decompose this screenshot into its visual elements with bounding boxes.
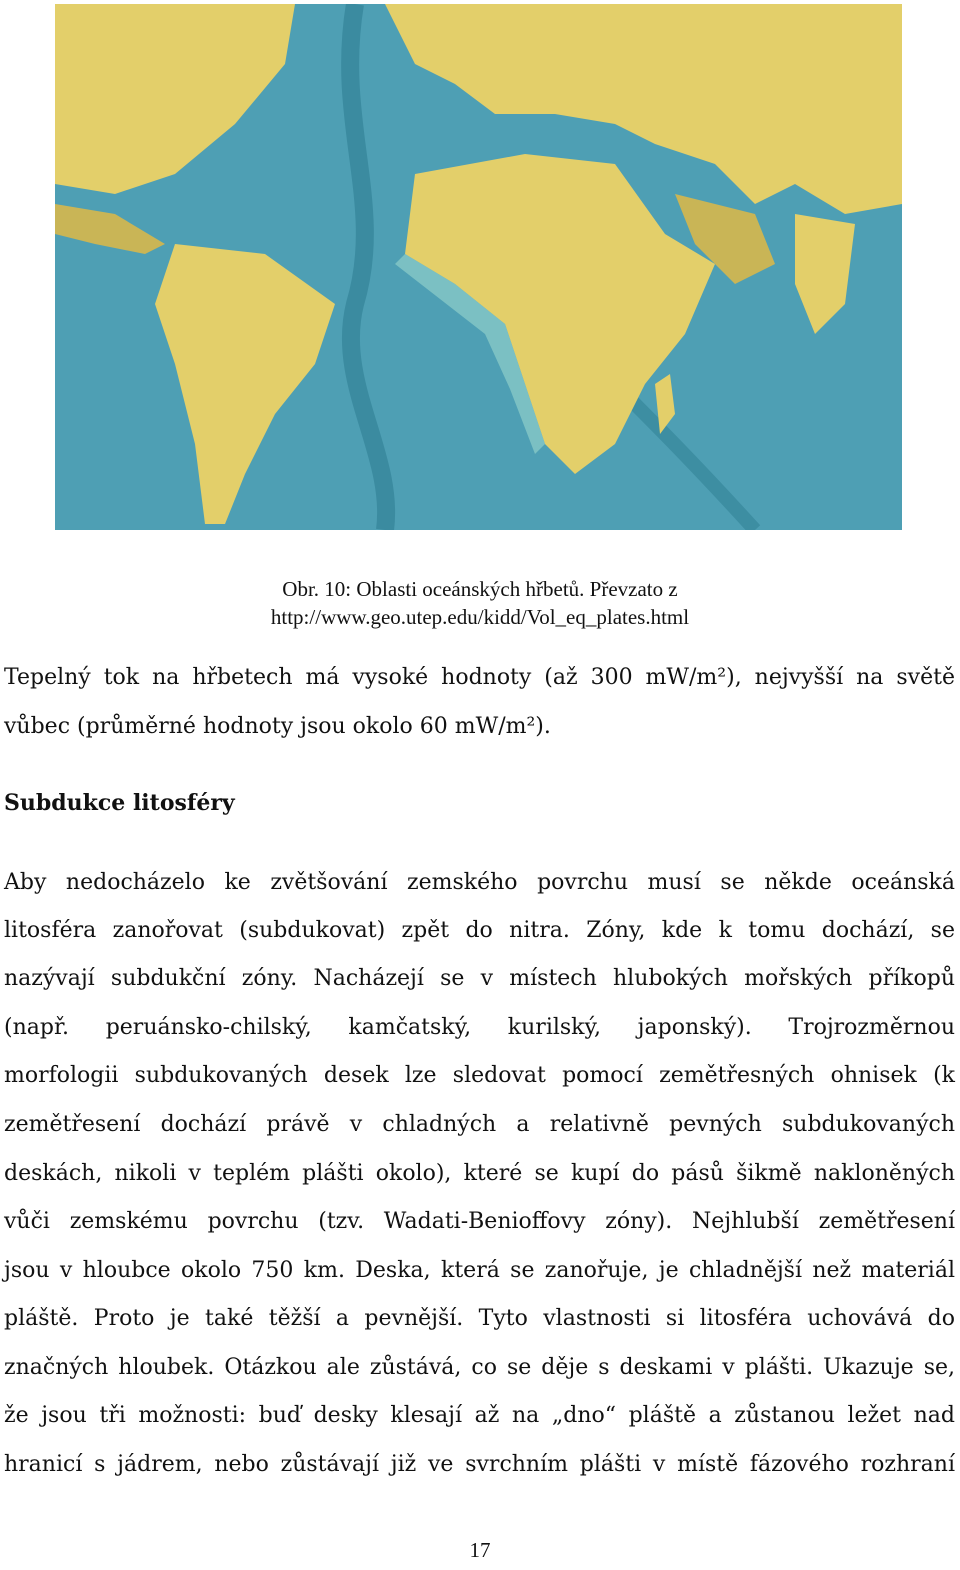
- paragraph-line: morfologii subdukovaných desek lze sledovat pomocí zemětřesných ohnisek (k: [4, 1063, 955, 1088]
- paragraph-line: značných hloubek. Otázkou ale zůstává, co se děje s deskami v plášti. Ukazuje se,: [4, 1355, 955, 1380]
- paragraph-line: zemětřesení dochází právě v chladných a relativně pevných subdukovaných: [4, 1112, 955, 1137]
- paragraph-line: vůbec (průměrné hodnoty jsou okolo 60 mW/m²).: [4, 714, 551, 739]
- paragraph-line: litosféra zanořovat (subdukovat) zpět do nitra. Zóny, kde k tomu dochází, se: [4, 918, 955, 943]
- section-heading: Subdukce litosféry: [4, 790, 235, 816]
- paragraph-line: Aby nedocházelo ke zvětšování zemského povrchu musí se někde oceánská: [4, 870, 955, 895]
- paragraph-line: nazývají subdukční zóny. Nacházejí se v místech hlubokých mořských příkopů: [4, 966, 955, 991]
- paragraph-line: vůči zemskému povrchu (tzv. Wadati-Benioffovy zóny). Nejhlubší zemětřesení: [4, 1209, 955, 1234]
- paragraph-line: pláště. Proto je také těžší a pevnější. Tyto vlastnosti si litosféra uchovává do: [4, 1306, 955, 1331]
- paragraph-line: že jsou tři možnosti: buď desky klesají až na „dno“ pláště a zůstanou ležet nad: [4, 1403, 955, 1428]
- paragraph-line: Tepelný tok na hřbetech má vysoké hodnoty (až 300 mW/m²), nejvyšší na světě: [4, 665, 955, 690]
- ocean-floor-map: [55, 4, 902, 530]
- page-number: 17: [469, 1538, 491, 1562]
- paragraph-line: deskách, nikoli v teplém plášti okolo), které se kupí do pásů šikmě nakloněných: [4, 1161, 955, 1186]
- figure-caption-url: http://www.geo.utep.edu/kidd/Vol_eq_plates.html: [270, 605, 690, 629]
- map-illustration: [55, 4, 902, 530]
- figure-caption-line: Obr. 10: Oblasti oceánských hřbetů. Převzato z: [282, 577, 678, 601]
- paragraph-line: hranicí s jádrem, nebo zůstávají již ve svrchním plášti v místě fázového rozhraní: [4, 1452, 955, 1477]
- paragraph-line: jsou v hloubce okolo 750 km. Deska, která se zanořuje, je chladnější než materiál: [4, 1258, 955, 1283]
- paragraph-line: (např. peruánsko-chilský, kamčatský, kurilský, japonský). Trojrozměrnou: [4, 1015, 955, 1040]
